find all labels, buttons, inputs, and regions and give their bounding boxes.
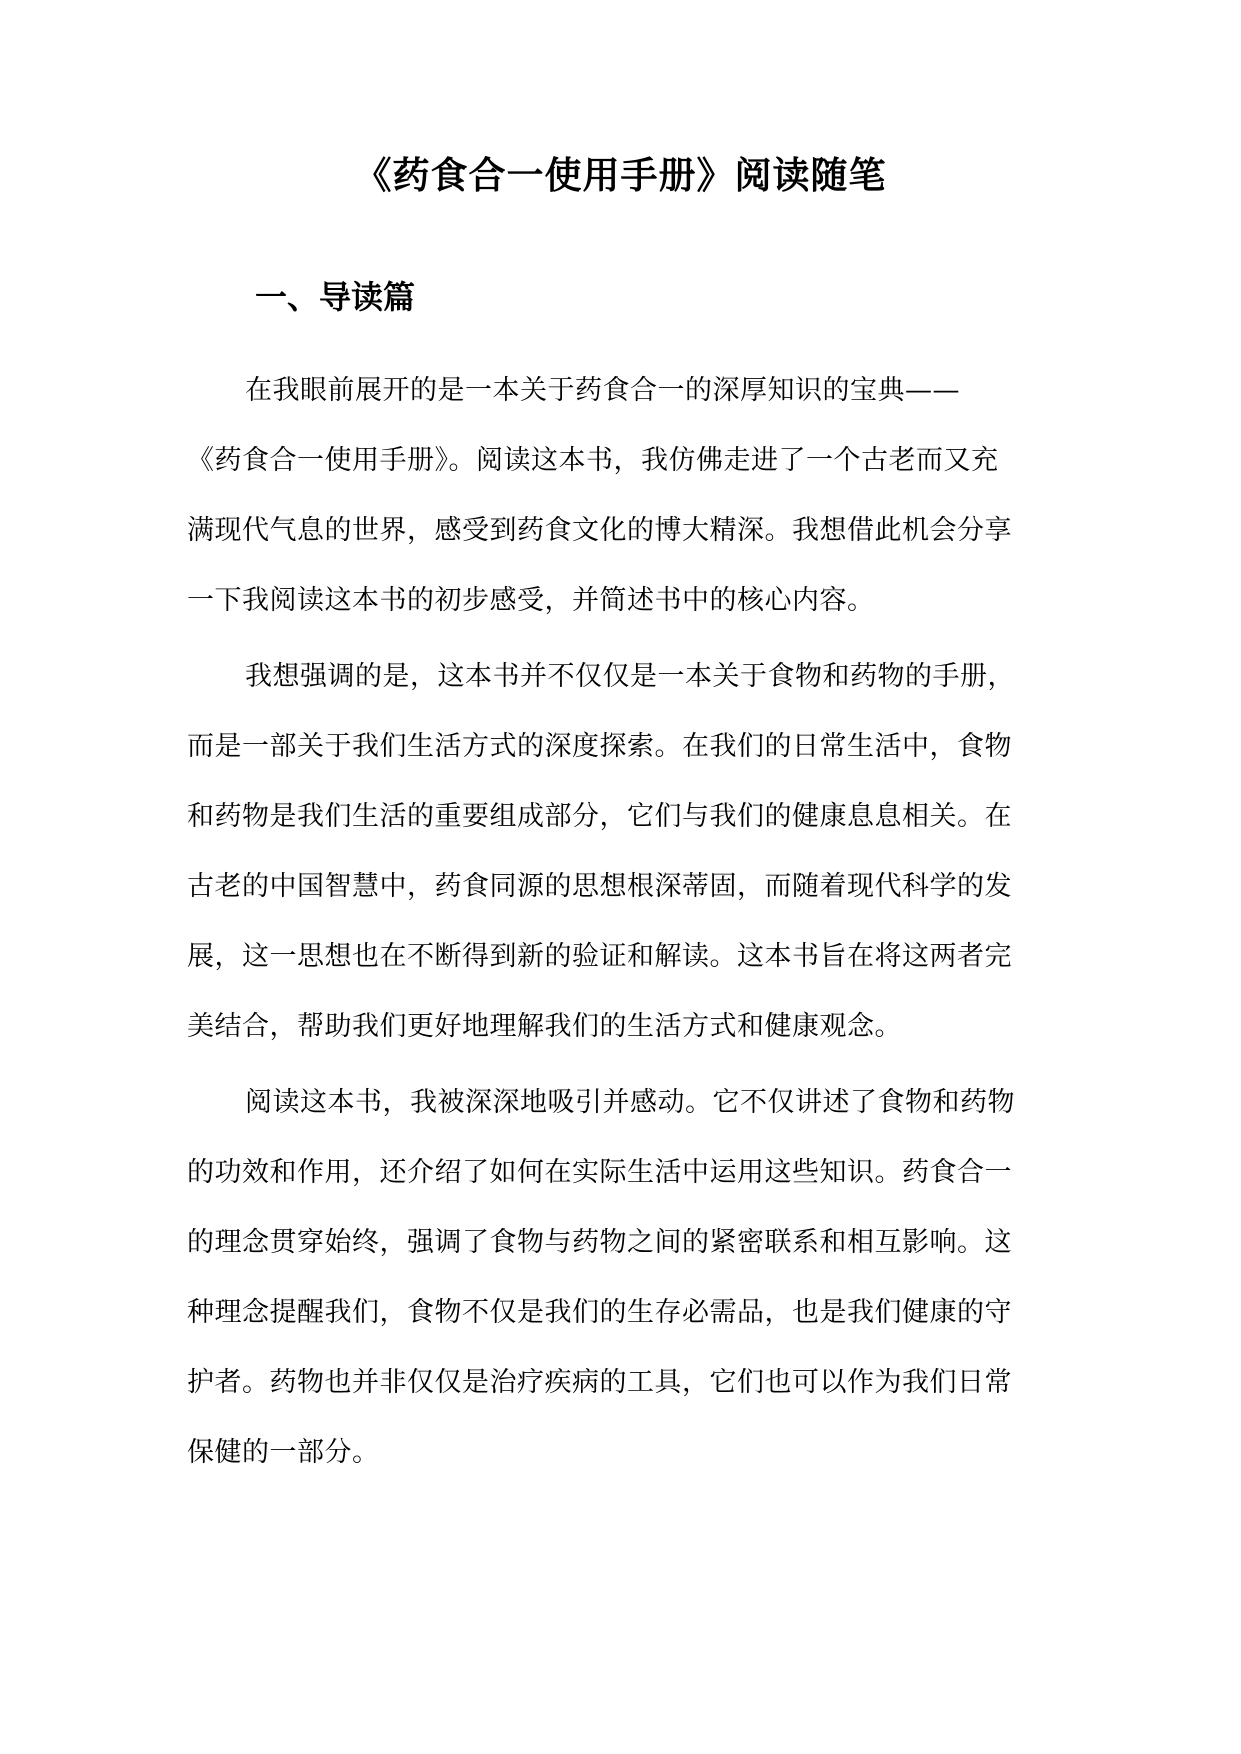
text-line: 在我眼前展开的是一本关于药食合一的深厚知识的宝典—— (245, 375, 960, 406)
text-line: 的理念贯穿始终，强调了食物与药物之间的紧密联系和相互影响。这 (187, 1227, 1012, 1258)
text-line: 一下我阅读这本书的初步感受，并简述书中的核心内容。 (187, 585, 875, 616)
text-line: 护者。药物也并非仅仅是治疗疾病的工具，它们也可以作为我们日常 (187, 1367, 1012, 1398)
body-text (187, 356, 1055, 1494)
text-line: 展，这一思想也在不断得到新的验证和解读。这本书旨在将这两者完 (187, 941, 1012, 972)
text-line: 美结合，帮助我们更好地理解我们的生活方式和健康观念。 (187, 1011, 902, 1042)
text-line: 阅读这本书，我被深深地吸引并感动。它不仅讲述了食物和药物 (245, 1087, 1015, 1118)
text-line: 而是一部关于我们生活方式的深度探索。在我们的日常生活中，食物 (187, 731, 1012, 762)
text-line: 满现代气息的世界，感受到药食文化的博大精深。我想借此机会分享 (187, 515, 1012, 546)
paragraph-2 (187, 642, 1055, 1062)
text-line: 种理念提醒我们，食物不仅是我们的生存必需品，也是我们健康的守 (187, 1297, 1012, 1328)
text-line: 保健的一部分。 (187, 1437, 380, 1468)
text-line: 我想强调的是，这本书并不仅仅是一本关于食物和药物的手册， (245, 661, 1015, 692)
text-line: 《药食合一使用手册》。阅读这本书，我仿佛走进了一个古老而又充 (187, 445, 999, 476)
text-line: 古老的中国智慧中，药食同源的思想根深蒂固，而随着现代科学的发 (187, 871, 1012, 902)
document-title: 《药食合一使用手册》阅读随笔 (354, 153, 887, 197)
section-heading: 一、导读篇 (255, 278, 416, 316)
text-line: 和药物是我们生活的重要组成部分，它们与我们的健康息息相关。在 (187, 801, 1012, 832)
paragraph-1 (187, 356, 1055, 636)
text-line: 的功效和作用，还介绍了如何在实际生活中运用这些知识。药食合一 (187, 1157, 1012, 1188)
paragraph-3 (187, 1068, 1055, 1488)
